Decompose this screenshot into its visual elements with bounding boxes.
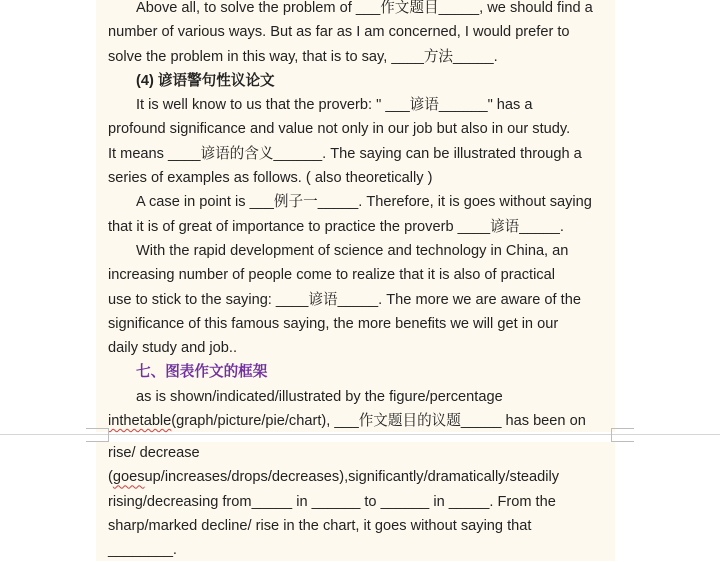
text-span: ( xyxy=(108,469,113,486)
crop-mark xyxy=(86,432,109,442)
section-heading-chart: 七、图表作文的框架 xyxy=(136,364,268,381)
text-line: as is shown/indicated/illustrated by the figure/percentage xyxy=(136,388,503,405)
text-line: significance of this famous saying, the more benefits we will get in our xyxy=(108,315,559,332)
text-line: sharp/marked decline/ rise in the chart, it goes without saying that xyxy=(108,517,532,534)
text-line xyxy=(108,409,616,433)
page-1-text xyxy=(108,0,616,433)
document-page-2 xyxy=(96,442,615,561)
text-span: ___作文题目的议题_____ has been on xyxy=(334,413,586,430)
text-line xyxy=(108,465,616,489)
text-line: series of examples as follows. ( also theoretically ) xyxy=(108,170,433,187)
text-line: A case in point is ___例子一_____. Therefore, it is goes without saying xyxy=(136,194,592,211)
text-line: rising/decreasing from_____ in ______ to ______ in _____. From the xyxy=(108,493,556,510)
spellcheck-word: inthetable xyxy=(108,413,172,430)
text-line: It means ____谚语的含义______. The saying can be illustrated through a xyxy=(108,145,582,162)
text-line: daily study and job.. xyxy=(108,340,237,357)
text-line: It is well know to us that the proverb: " ___谚语______" has a xyxy=(136,97,533,114)
text-line: ________. xyxy=(108,542,177,559)
page-2-text xyxy=(108,441,616,562)
text-line: increasing number of people come to realize that it is also of practical xyxy=(108,267,555,284)
document-page-1 xyxy=(96,0,615,432)
text-span: (graph/picture/pie/chart), xyxy=(171,413,335,430)
text-line: number of various ways. But as far as I am concerned, I would prefer to xyxy=(108,24,570,41)
text-line: Above all, to solve the problem of ___作文题目_____, we should find a xyxy=(136,0,593,16)
section-heading: (4) 谚语警句性议论文 xyxy=(136,72,275,89)
text-line: rise/ decrease xyxy=(108,445,200,461)
text-line: solve the problem in this way, that is to say, ____方法_____. xyxy=(108,48,498,65)
text-span: up/increases/drops/decreases),significantly/dramatically/steadily xyxy=(144,469,560,486)
text-line: With the rapid development of science and technology in China, an xyxy=(136,242,569,259)
text-line: use to stick to the saying: ____谚语_____. The more we are aware of the xyxy=(108,291,581,308)
text-line: that it is of great of importance to practice the proverb ____谚语_____. xyxy=(108,218,564,235)
text-line: profound significance and value not only in our job but also in our study. xyxy=(108,121,571,138)
spellcheck-word: goes xyxy=(112,469,145,486)
